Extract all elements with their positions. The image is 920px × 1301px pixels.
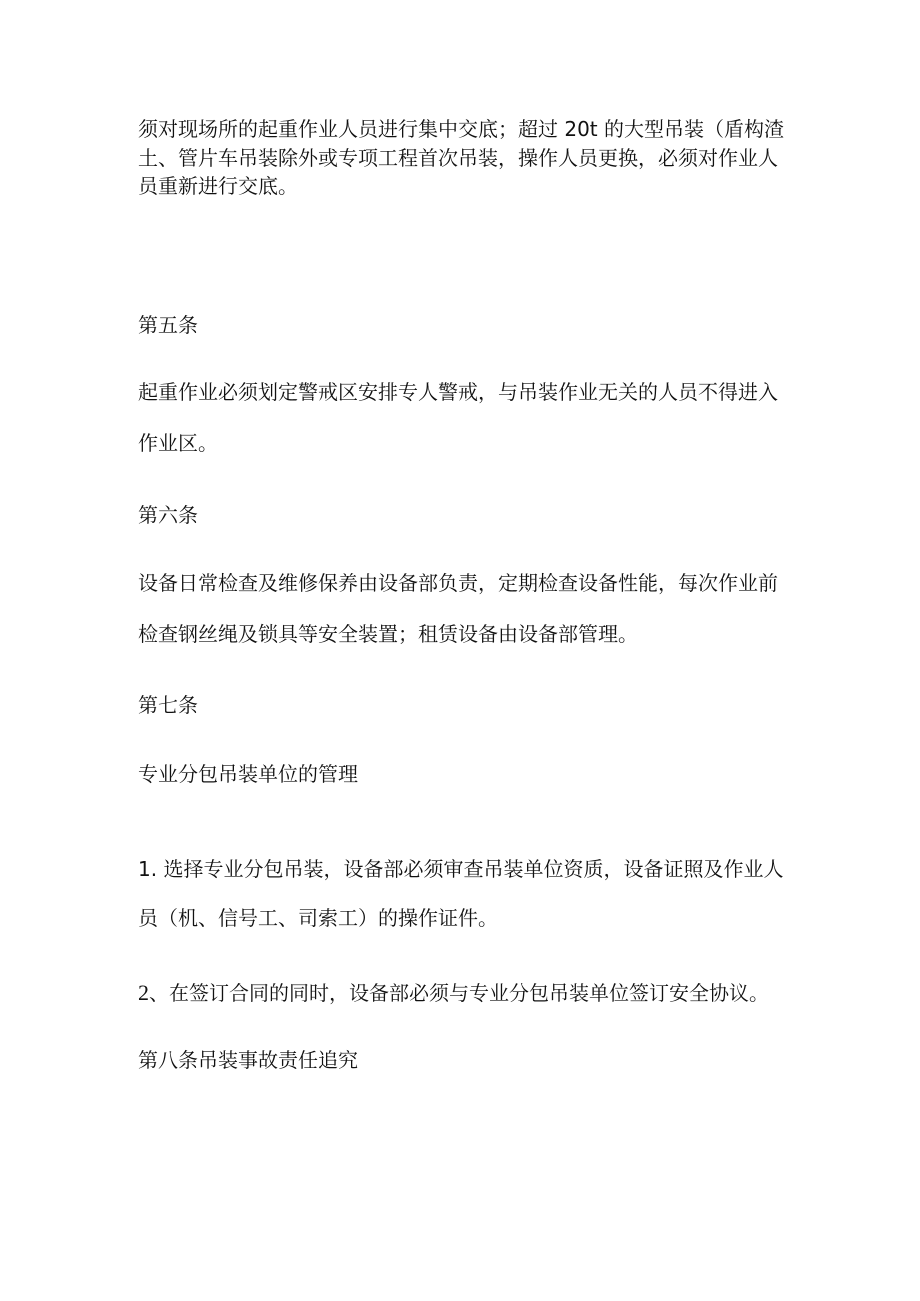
article-7-item-2-text: 、在签订合同的同时，设备部必须与专业分包吊装单位签订安全协议。	[149, 981, 769, 1005]
article-7-item-2	[138, 981, 769, 1005]
article-6-line-1: 设备日常检查及维修保养由设备部负责，定期检查设备性能，每次作业前	[138, 571, 778, 595]
article-7-item-2-number: 2	[138, 980, 149, 1005]
article-5-line-1: 起重作业必须划定警戒区安排专人警戒，与吊装作业无关的人员不得进入	[138, 380, 778, 404]
article-6-line-2: 检查钢丝绳及锁具等安全装置；租赁设备由设备部管理。	[138, 622, 638, 646]
article-8-heading: 第八条吊装事故责任追究	[138, 1048, 358, 1072]
article-5-line-2: 作业区。	[138, 431, 218, 455]
intro-paragraph-line-3: 员重新进行交底。	[138, 174, 298, 198]
article-7-heading: 第七条	[138, 693, 198, 717]
intro-paragraph-line-2: 土、管片车吊装除外或专项工程首次吊装，操作人员更换，必须对作业人	[138, 146, 778, 170]
article-7-item-1-line-1: 1. 选择专业分包吊装，设备部必须审查吊装单位资质，设备证照及作业人	[138, 857, 784, 881]
article-6-heading: 第六条	[138, 503, 198, 527]
article-7-item-1-line-2: 员（机、信号工、司索工）的操作证件。	[138, 906, 498, 930]
article-7-subheading: 专业分包吊装单位的管理	[138, 762, 358, 786]
article-5-heading: 第五条	[138, 313, 198, 337]
intro-paragraph-line-1: 须对现场所的起重作业人员进行集中交底；超过 20t 的大型吊装（盾构渣	[138, 117, 785, 141]
